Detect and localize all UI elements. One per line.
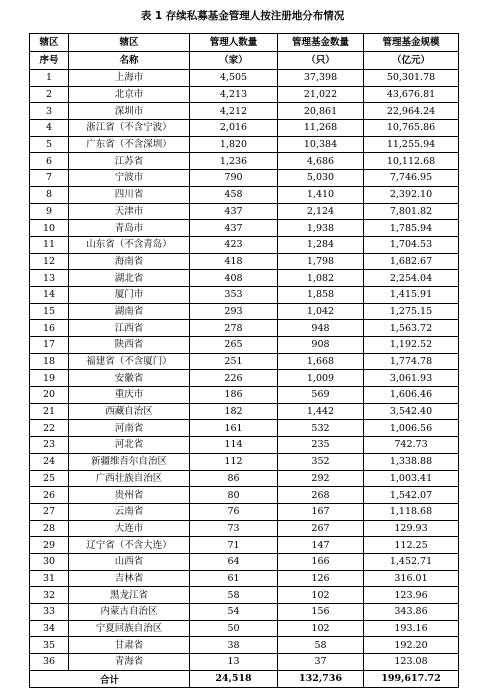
- cell-seq: 12: [30, 253, 69, 270]
- cell-seq: 6: [30, 153, 69, 170]
- cell-manager-count: 418: [190, 253, 278, 270]
- cell-fund-count: 1,858: [278, 286, 364, 303]
- cell-region-name: 辽宁省（不含大连）: [69, 537, 190, 554]
- cell-fund-count: 147: [278, 537, 364, 554]
- total-scale: 199,617.72: [364, 670, 459, 687]
- table-row: [30, 520, 459, 537]
- cell-fund-scale: 10,765.86: [364, 120, 459, 137]
- cell-seq: 18: [30, 353, 69, 370]
- table-row: [30, 320, 459, 337]
- cell-seq: 11: [30, 236, 69, 253]
- cell-fund-scale: 1,542.07: [364, 487, 459, 504]
- cell-seq: 28: [30, 520, 69, 537]
- cell-fund-count: 1,668: [278, 353, 364, 370]
- cell-fund-count: 102: [278, 587, 364, 604]
- cell-manager-count: 408: [190, 270, 278, 287]
- table-row: [30, 86, 459, 103]
- cell-fund-scale: 316.01: [364, 570, 459, 587]
- cell-manager-count: 278: [190, 320, 278, 337]
- cell-region-name: 浙江省（不含宁波）: [69, 120, 190, 137]
- col-scale-header: 管理基金规模: [364, 34, 459, 52]
- cell-manager-count: 76: [190, 503, 278, 520]
- cell-fund-count: 1,442: [278, 403, 364, 420]
- cell-seq: 32: [30, 587, 69, 604]
- cell-manager-count: 112: [190, 453, 278, 470]
- cell-fund-scale: 1,338.88: [364, 453, 459, 470]
- cell-manager-count: 80: [190, 487, 278, 504]
- cell-fund-count: 58: [278, 637, 364, 654]
- cell-fund-scale: 192.20: [364, 637, 459, 654]
- table-row: [30, 537, 459, 554]
- table-row: [30, 387, 459, 404]
- cell-manager-count: 1,236: [190, 153, 278, 170]
- cell-region-name: 内蒙古自治区: [69, 604, 190, 621]
- cell-seq: 2: [30, 86, 69, 103]
- cell-region-name: 湖南省: [69, 303, 190, 320]
- cell-fund-scale: 22,964.24: [364, 103, 459, 120]
- cell-seq: 1: [30, 70, 69, 87]
- cell-fund-scale: 1,003.41: [364, 470, 459, 487]
- cell-seq: 21: [30, 403, 69, 420]
- cell-fund-count: 1,798: [278, 253, 364, 270]
- cell-fund-scale: 3,061.93: [364, 370, 459, 387]
- cell-seq: 33: [30, 604, 69, 621]
- cell-manager-count: 2,016: [190, 120, 278, 137]
- cell-fund-count: 156: [278, 604, 364, 621]
- cell-fund-count: 167: [278, 503, 364, 520]
- cell-fund-count: 2,124: [278, 203, 364, 220]
- cell-region-name: 江苏省: [69, 153, 190, 170]
- cell-seq: 36: [30, 654, 69, 671]
- table-row: [30, 487, 459, 504]
- cell-region-name: 云南省: [69, 503, 190, 520]
- cell-fund-count: 11,268: [278, 120, 364, 137]
- cell-fund-count: 908: [278, 337, 364, 354]
- table-row: [30, 220, 459, 237]
- cell-seq: 25: [30, 470, 69, 487]
- cell-seq: 10: [30, 220, 69, 237]
- cell-fund-scale: 193.16: [364, 620, 459, 637]
- cell-seq: 16: [30, 320, 69, 337]
- cell-region-name: 大连市: [69, 520, 190, 537]
- cell-fund-count: 21,022: [278, 86, 364, 103]
- cell-region-name: 西藏自治区: [69, 403, 190, 420]
- cell-manager-count: 64: [190, 553, 278, 570]
- cell-region-name: 青岛市: [69, 220, 190, 237]
- cell-fund-scale: 742.73: [364, 437, 459, 454]
- cell-manager-count: 790: [190, 170, 278, 187]
- col-funds-header: 管理基金数量: [278, 34, 364, 52]
- table-row: [30, 253, 459, 270]
- cell-manager-count: 353: [190, 286, 278, 303]
- cell-region-name: 甘肃省: [69, 637, 190, 654]
- table-row: [30, 604, 459, 621]
- table-row: [30, 170, 459, 187]
- cell-fund-count: 532: [278, 420, 364, 437]
- cell-fund-count: 292: [278, 470, 364, 487]
- col-scale-unit: （亿元）: [364, 52, 459, 70]
- cell-fund-scale: 7,801.82: [364, 203, 459, 220]
- table-row: [30, 303, 459, 320]
- cell-fund-scale: 2,254.04: [364, 270, 459, 287]
- header-row-top: [30, 34, 459, 52]
- cell-region-name: 江西省: [69, 320, 190, 337]
- cell-region-name: 福建省（不含厦门）: [69, 353, 190, 370]
- cell-seq: 14: [30, 286, 69, 303]
- cell-fund-scale: 343.86: [364, 604, 459, 621]
- cell-seq: 31: [30, 570, 69, 587]
- cell-fund-count: 102: [278, 620, 364, 637]
- col-seq-header: 辖区: [30, 34, 69, 52]
- cell-region-name: 北京市: [69, 86, 190, 103]
- cell-region-name: 宁波市: [69, 170, 190, 187]
- cell-fund-scale: 1,774.78: [364, 353, 459, 370]
- cell-fund-scale: 7,746.95: [364, 170, 459, 187]
- cell-region-name: 山西省: [69, 553, 190, 570]
- cell-seq: 22: [30, 420, 69, 437]
- cell-fund-count: 20,861: [278, 103, 364, 120]
- col-funds-unit: （只）: [278, 52, 364, 70]
- cell-region-name: 湖北省: [69, 270, 190, 287]
- cell-manager-count: 293: [190, 303, 278, 320]
- cell-seq: 35: [30, 637, 69, 654]
- cell-seq: 5: [30, 136, 69, 153]
- header-row-bottom: [30, 52, 459, 70]
- col-seq-subheader: 序号: [30, 52, 69, 70]
- cell-seq: 13: [30, 270, 69, 287]
- cell-fund-count: 5,030: [278, 170, 364, 187]
- cell-seq: 27: [30, 503, 69, 520]
- cell-manager-count: 251: [190, 353, 278, 370]
- cell-manager-count: 86: [190, 470, 278, 487]
- cell-seq: 24: [30, 453, 69, 470]
- table-row: [30, 186, 459, 203]
- table-body: [30, 70, 459, 671]
- cell-fund-count: 1,009: [278, 370, 364, 387]
- total-row: [30, 670, 459, 687]
- cell-region-name: 广东省（不含深圳）: [69, 136, 190, 153]
- cell-fund-scale: 43,676.81: [364, 86, 459, 103]
- cell-seq: 23: [30, 437, 69, 454]
- cell-region-name: 厦门市: [69, 286, 190, 303]
- cell-fund-count: 1,938: [278, 220, 364, 237]
- cell-fund-count: 10,384: [278, 136, 364, 153]
- cell-manager-count: 437: [190, 203, 278, 220]
- cell-manager-count: 186: [190, 387, 278, 404]
- cell-manager-count: 114: [190, 437, 278, 454]
- table-row: [30, 470, 459, 487]
- cell-fund-count: 235: [278, 437, 364, 454]
- table-row: [30, 337, 459, 354]
- cell-fund-scale: 1,563.72: [364, 320, 459, 337]
- col-name-subheader: 名称: [69, 52, 190, 70]
- cell-fund-count: 569: [278, 387, 364, 404]
- cell-region-name: 河南省: [69, 420, 190, 437]
- cell-manager-count: 54: [190, 604, 278, 621]
- col-managers-unit: （家）: [190, 52, 278, 70]
- cell-manager-count: 423: [190, 236, 278, 253]
- cell-manager-count: 182: [190, 403, 278, 420]
- cell-manager-count: 1,820: [190, 136, 278, 153]
- table-row: [30, 654, 459, 671]
- table-row: [30, 453, 459, 470]
- cell-region-name: 贵州省: [69, 487, 190, 504]
- total-funds: 132,736: [278, 670, 364, 687]
- cell-seq: 26: [30, 487, 69, 504]
- table-row: [30, 270, 459, 287]
- cell-manager-count: 226: [190, 370, 278, 387]
- cell-region-name: 青海省: [69, 654, 190, 671]
- table-row: [30, 403, 459, 420]
- cell-manager-count: 73: [190, 520, 278, 537]
- cell-manager-count: 13: [190, 654, 278, 671]
- table-row: [30, 103, 459, 120]
- table-row: [30, 620, 459, 637]
- cell-fund-count: 37: [278, 654, 364, 671]
- cell-fund-count: 4,686: [278, 153, 364, 170]
- cell-seq: 34: [30, 620, 69, 637]
- col-name-header: 辖区: [69, 34, 190, 52]
- cell-fund-scale: 1,192.52: [364, 337, 459, 354]
- cell-fund-scale: 1,415.91: [364, 286, 459, 303]
- cell-fund-scale: 123.96: [364, 587, 459, 604]
- cell-fund-scale: 1,606.46: [364, 387, 459, 404]
- cell-manager-count: 50: [190, 620, 278, 637]
- cell-manager-count: 161: [190, 420, 278, 437]
- cell-region-name: 宁夏回族自治区: [69, 620, 190, 637]
- table-row: [30, 236, 459, 253]
- table-row: [30, 587, 459, 604]
- cell-seq: 17: [30, 337, 69, 354]
- cell-fund-count: 1,082: [278, 270, 364, 287]
- cell-fund-count: 268: [278, 487, 364, 504]
- cell-region-name: 黑龙江省: [69, 587, 190, 604]
- cell-region-name: 新疆维吾尔自治区: [69, 453, 190, 470]
- cell-manager-count: 4,213: [190, 86, 278, 103]
- cell-manager-count: 58: [190, 587, 278, 604]
- table-footer: [30, 670, 459, 687]
- registration-distribution-table: [29, 33, 459, 688]
- cell-region-name: 安徽省: [69, 370, 190, 387]
- table-row: [30, 637, 459, 654]
- cell-seq: 30: [30, 553, 69, 570]
- cell-region-name: 天津市: [69, 203, 190, 220]
- cell-fund-scale: 1,452.71: [364, 553, 459, 570]
- table-row: [30, 370, 459, 387]
- table-row: [30, 353, 459, 370]
- cell-fund-count: 37,398: [278, 70, 364, 87]
- cell-region-name: 河北省: [69, 437, 190, 454]
- total-managers: 24,518: [190, 670, 278, 687]
- cell-manager-count: 38: [190, 637, 278, 654]
- cell-region-name: 陕西省: [69, 337, 190, 354]
- cell-fund-scale: 50,301.78: [364, 70, 459, 87]
- cell-region-name: 广西壮族自治区: [69, 470, 190, 487]
- cell-manager-count: 71: [190, 537, 278, 554]
- cell-fund-count: 1,410: [278, 186, 364, 203]
- cell-seq: 20: [30, 387, 69, 404]
- cell-seq: 15: [30, 303, 69, 320]
- cell-manager-count: 437: [190, 220, 278, 237]
- table-row: [30, 136, 459, 153]
- table-title: 表 1 存续私募基金管理人按注册地分布情况: [140, 10, 345, 22]
- cell-fund-scale: 1,785.94: [364, 220, 459, 237]
- cell-manager-count: 458: [190, 186, 278, 203]
- col-managers-header: 管理人数量: [190, 34, 278, 52]
- table-header: [30, 34, 459, 70]
- cell-fund-count: 948: [278, 320, 364, 337]
- cell-fund-scale: 2,392.10: [364, 186, 459, 203]
- table-row: [30, 437, 459, 454]
- cell-manager-count: 4,505: [190, 70, 278, 87]
- cell-region-name: 海南省: [69, 253, 190, 270]
- cell-seq: 7: [30, 170, 69, 187]
- cell-region-name: 四川省: [69, 186, 190, 203]
- cell-region-name: 吉林省: [69, 570, 190, 587]
- cell-fund-count: 1,284: [278, 236, 364, 253]
- cell-region-name: 重庆市: [69, 387, 190, 404]
- cell-manager-count: 61: [190, 570, 278, 587]
- cell-seq: 19: [30, 370, 69, 387]
- cell-fund-count: 126: [278, 570, 364, 587]
- cell-fund-scale: 129.93: [364, 520, 459, 537]
- cell-seq: 9: [30, 203, 69, 220]
- cell-fund-scale: 1,275.15: [364, 303, 459, 320]
- table-row: [30, 570, 459, 587]
- cell-fund-count: 352: [278, 453, 364, 470]
- cell-seq: 8: [30, 186, 69, 203]
- total-label: 合计: [30, 670, 190, 687]
- cell-seq: 3: [30, 103, 69, 120]
- cell-fund-scale: 3,542.40: [364, 403, 459, 420]
- table-row: [30, 70, 459, 87]
- cell-fund-scale: 11,255.94: [364, 136, 459, 153]
- cell-seq: 4: [30, 120, 69, 137]
- table-row: [30, 203, 459, 220]
- cell-manager-count: 4,212: [190, 103, 278, 120]
- cell-fund-scale: 1,006.56: [364, 420, 459, 437]
- cell-region-name: 上海市: [69, 70, 190, 87]
- cell-manager-count: 265: [190, 337, 278, 354]
- cell-fund-scale: 1,704.53: [364, 236, 459, 253]
- cell-region-name: 深圳市: [69, 103, 190, 120]
- table-row: [30, 286, 459, 303]
- cell-fund-scale: 10,112.68: [364, 153, 459, 170]
- cell-region-name: 山东省（不含青岛）: [69, 236, 190, 253]
- cell-fund-scale: 112.25: [364, 537, 459, 554]
- table-row: [30, 120, 459, 137]
- table-row: [30, 553, 459, 570]
- cell-fund-scale: 1,118.68: [364, 503, 459, 520]
- cell-seq: 29: [30, 537, 69, 554]
- cell-fund-count: 166: [278, 553, 364, 570]
- cell-fund-count: 267: [278, 520, 364, 537]
- cell-fund-count: 1,042: [278, 303, 364, 320]
- table-row: [30, 503, 459, 520]
- table-row: [30, 153, 459, 170]
- cell-fund-scale: 123.08: [364, 654, 459, 671]
- cell-fund-scale: 1,682.67: [364, 253, 459, 270]
- table-row: [30, 420, 459, 437]
